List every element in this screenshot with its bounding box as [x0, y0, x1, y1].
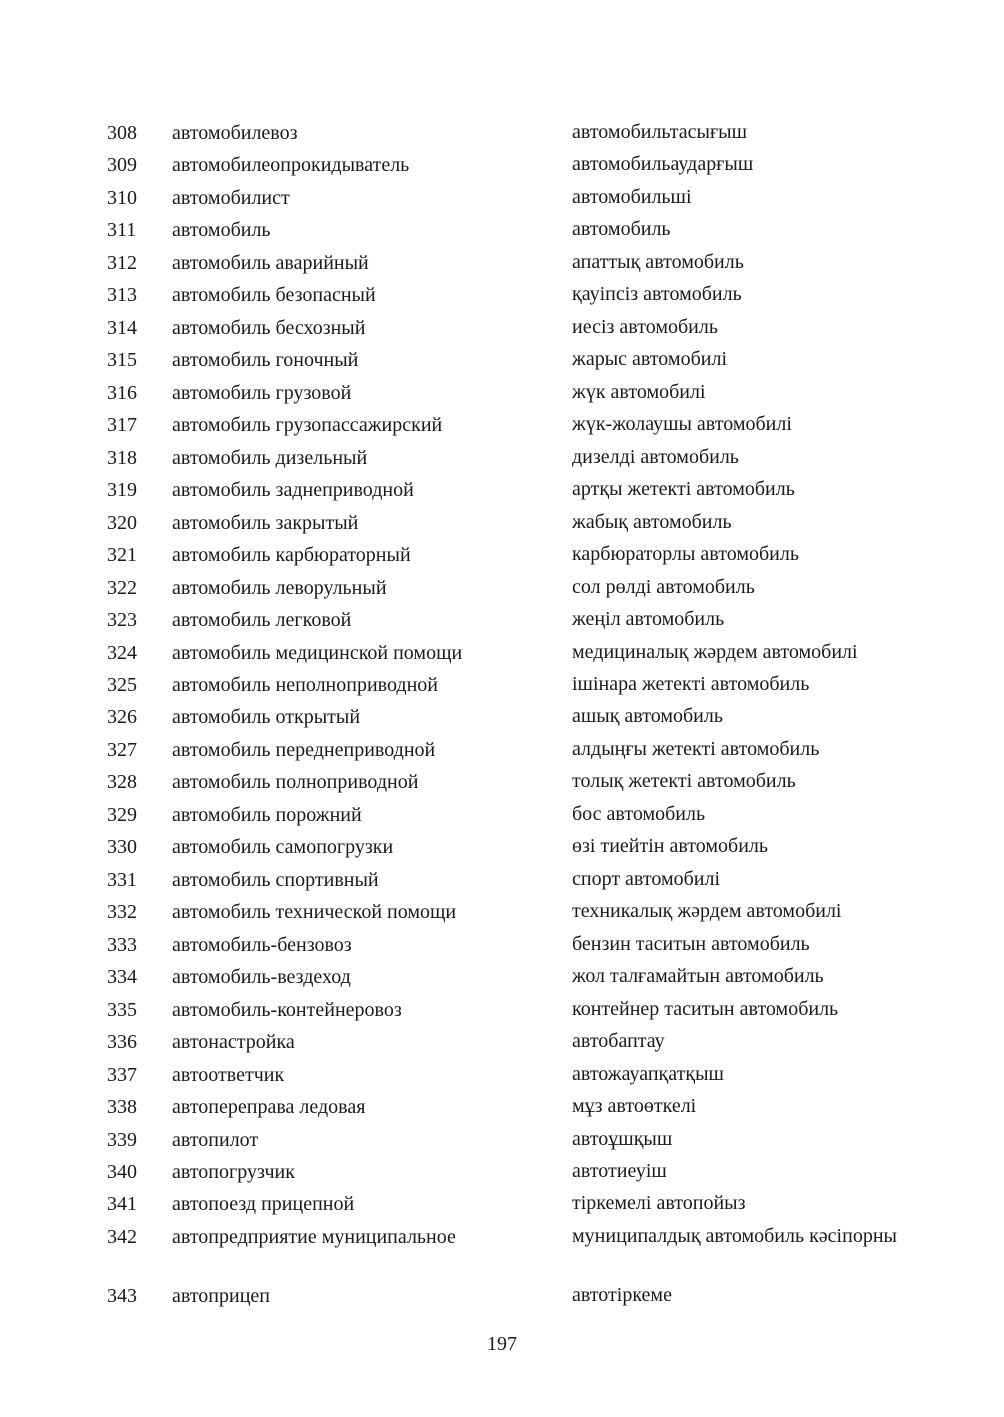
- russian-term: автопогрузчик: [172, 1161, 295, 1183]
- glossary-entry: [0, 994, 1004, 1026]
- kazakh-term: медициналық жәрдем автомобилі: [572, 640, 858, 663]
- glossary-entry: [0, 799, 1004, 831]
- russian-term: автомобиль заднеприводной: [172, 479, 414, 502]
- glossary-entry: [0, 409, 1004, 441]
- glossary-entry: [0, 572, 1004, 604]
- kazakh-term: бензин таситын автомобиль: [572, 932, 810, 955]
- entry-number: 318: [107, 446, 137, 469]
- entry-number: 311: [107, 219, 137, 242]
- entry-number: 331: [107, 868, 137, 891]
- glossary-entry: [0, 961, 1004, 993]
- entry-number: 308: [107, 122, 137, 144]
- kazakh-term: бос автомобиль: [572, 802, 706, 825]
- entry-number: 328: [107, 771, 137, 794]
- glossary-entry: [0, 864, 1004, 896]
- russian-term: автоприцеп: [172, 1284, 270, 1307]
- russian-term: автомобиль-контейнеровоз: [172, 998, 402, 1021]
- russian-term: автомобиль грузопассажирский: [172, 414, 443, 437]
- kazakh-term: жеңіл автомобиль: [572, 608, 725, 631]
- glossary-entries: [0, 117, 1004, 1312]
- glossary-entry: [0, 312, 1004, 344]
- entry-number: 316: [107, 381, 137, 404]
- entry-number: 333: [107, 933, 137, 956]
- kazakh-term: автоұшқыш: [572, 1127, 673, 1150]
- kazakh-term: автомобиль: [572, 218, 671, 241]
- russian-term: автонастройка: [172, 1031, 295, 1054]
- entry-number: 339: [107, 1128, 137, 1151]
- glossary-entry: [0, 247, 1004, 279]
- kazakh-term: муниципалдық автомобиль кәсіпорны: [572, 1224, 897, 1247]
- kazakh-term: иесіз автомобиль: [572, 315, 718, 338]
- entry-number: 321: [107, 544, 137, 567]
- kazakh-term: автомобильаударғыш: [572, 153, 754, 176]
- russian-term: автомобиль неполноприводной: [172, 673, 438, 696]
- russian-term: автомобиль карбюраторный: [172, 544, 411, 567]
- entry-number: 338: [107, 1096, 137, 1119]
- entry-number: 319: [107, 479, 137, 502]
- entry-number: 326: [107, 706, 137, 729]
- kazakh-term: автотиеуіш: [572, 1160, 667, 1182]
- glossary-entry: [0, 1124, 1004, 1156]
- russian-term: автомобиль гоночный: [172, 349, 359, 372]
- glossary-entry: [0, 279, 1004, 311]
- kazakh-term: автомобильтасығыш: [572, 121, 748, 143]
- glossary-entry: [0, 507, 1004, 539]
- entry-number: 323: [107, 609, 137, 632]
- entry-number: 310: [107, 186, 137, 209]
- entry-number: 335: [107, 998, 137, 1021]
- russian-term: автомобиль бесхозный: [172, 316, 366, 339]
- russian-term: автомобиль спортивный: [172, 868, 379, 891]
- russian-term: автомобиль открытый: [172, 706, 361, 729]
- page-number: 197: [487, 1333, 517, 1355]
- entry-number: 340: [107, 1161, 137, 1183]
- russian-term: автомобиль аварийный: [172, 251, 369, 274]
- entry-number: 334: [107, 966, 137, 989]
- glossary-entry: [0, 214, 1004, 246]
- glossary-entry: [0, 377, 1004, 409]
- glossary-entry: [0, 669, 1004, 701]
- kazakh-term: ашық автомобиль: [572, 705, 723, 728]
- russian-term: автомобиль-бензовоз: [172, 933, 352, 956]
- kazakh-term: жарыс автомобилі: [572, 348, 727, 371]
- russian-term: автомобиль грузовой: [172, 381, 352, 404]
- kazakh-term: спорт автомобилі: [572, 867, 721, 890]
- glossary-entry: [0, 149, 1004, 181]
- kazakh-term: жүк-жолаушы автомобилі: [572, 413, 792, 436]
- russian-term: автомобиль дизельный: [172, 446, 368, 469]
- entry-number: 314: [107, 316, 137, 339]
- entry-number: 337: [107, 1063, 137, 1086]
- kazakh-term: дизелді автомобиль: [572, 445, 739, 468]
- entry-number: 309: [107, 154, 137, 177]
- glossary-entry: [0, 1156, 1004, 1188]
- entry-number: 336: [107, 1031, 137, 1054]
- entry-number: 322: [107, 576, 137, 599]
- russian-term: автомобиль леворульный: [172, 576, 387, 599]
- entry-number: 327: [107, 738, 137, 761]
- entry-number: 324: [107, 641, 137, 664]
- glossary-entry: [0, 474, 1004, 506]
- kazakh-term: артқы жетекті автомобиль: [572, 478, 795, 501]
- russian-term: автомобилевоз: [172, 122, 298, 144]
- kazakh-term: қауіпсіз автомобиль: [572, 283, 742, 306]
- kazakh-term: жол талғамайтын автомобиль: [572, 965, 824, 988]
- russian-term: автомобилист: [172, 186, 290, 209]
- russian-term: автомобиль переднеприводной: [172, 738, 436, 761]
- glossary-entry: [0, 1188, 1004, 1220]
- glossary-entry: [0, 442, 1004, 474]
- russian-term: автопилот: [172, 1128, 259, 1151]
- kazakh-term: тіркемелі автопойыз: [572, 1192, 746, 1215]
- kazakh-term: өзі тиейтін автомобиль: [572, 835, 769, 858]
- kazakh-term: контейнер таситын автомобиль: [572, 997, 839, 1020]
- russian-term: автопереправа ледовая: [172, 1096, 366, 1119]
- entry-number: 320: [107, 511, 137, 534]
- kazakh-term: карбюраторлы автомобиль: [572, 543, 799, 566]
- russian-term: автомобиль самопогрузки: [172, 836, 394, 859]
- glossary-entry: [0, 1026, 1004, 1058]
- glossary-entry: [0, 182, 1004, 214]
- russian-term: автомобиль легковой: [172, 609, 352, 632]
- kazakh-term: жүк автомобилі: [572, 380, 706, 403]
- kazakh-term: автотіркеме: [572, 1283, 672, 1306]
- glossary-entry: [0, 604, 1004, 636]
- russian-term: автоответчик: [172, 1063, 285, 1086]
- entry-number: 330: [107, 836, 137, 859]
- glossary-entry: [0, 734, 1004, 766]
- kazakh-term: алдыңғы жетекті автомобиль: [572, 737, 820, 760]
- glossary-entry: [0, 929, 1004, 961]
- russian-term: автомобиль порожний: [172, 803, 362, 826]
- entry-number: 343: [107, 1284, 137, 1307]
- kazakh-term: сол рөлді автомобиль: [572, 575, 755, 598]
- kazakh-term: автожауапқатқыш: [572, 1062, 724, 1085]
- russian-term: автопоезд прицепной: [172, 1193, 355, 1216]
- kazakh-term: автобаптау: [572, 1030, 665, 1053]
- kazakh-term: техникалық жәрдем автомобилі: [572, 900, 842, 923]
- russian-term: автомобиль технической помощи: [172, 901, 457, 924]
- glossary-entry: [0, 701, 1004, 733]
- glossary-entry: [0, 117, 1004, 149]
- kazakh-term: автомобильші: [572, 185, 692, 208]
- glossary-entry: [0, 896, 1004, 928]
- russian-term: автомобилеопрокидыватель: [172, 154, 410, 177]
- russian-term: автопредприятие муниципальное: [172, 1225, 456, 1248]
- entry-number: 332: [107, 901, 137, 924]
- glossary-entry: [0, 766, 1004, 798]
- russian-term: автомобиль закрытый: [172, 511, 359, 534]
- entry-number: 315: [107, 349, 137, 372]
- entry-number: 329: [107, 803, 137, 826]
- russian-term: автомобиль полноприводной: [172, 771, 419, 794]
- glossary-entry: [0, 539, 1004, 571]
- russian-term: автомобиль медицинской помощи: [172, 641, 463, 664]
- kazakh-term: жабық автомобиль: [572, 510, 732, 533]
- kazakh-term: ішінара жетекті автомобиль: [572, 672, 810, 695]
- kazakh-term: мұз автоөткелі: [572, 1095, 697, 1118]
- russian-term: автомобиль: [172, 219, 271, 242]
- entry-number: 312: [107, 251, 137, 274]
- glossary-entry: [0, 1059, 1004, 1091]
- russian-term: автомобиль-вездеход: [172, 966, 351, 989]
- glossary-entry: [0, 831, 1004, 863]
- glossary-entry: [0, 1221, 1004, 1280]
- kazakh-term: толық жетекті автомобиль: [572, 770, 796, 793]
- glossary-entry: [0, 637, 1004, 669]
- entry-number: 342: [107, 1225, 137, 1248]
- glossary-entry: [0, 1280, 1004, 1312]
- entry-number: 313: [107, 284, 137, 307]
- glossary-entry: [0, 344, 1004, 376]
- entry-number: 317: [107, 414, 137, 437]
- russian-term: автомобиль безопасный: [172, 284, 376, 307]
- entry-number: 341: [107, 1193, 137, 1216]
- glossary-entry: [0, 1091, 1004, 1123]
- entry-number: 325: [107, 673, 137, 696]
- kazakh-term: апаттық автомобиль: [572, 250, 744, 273]
